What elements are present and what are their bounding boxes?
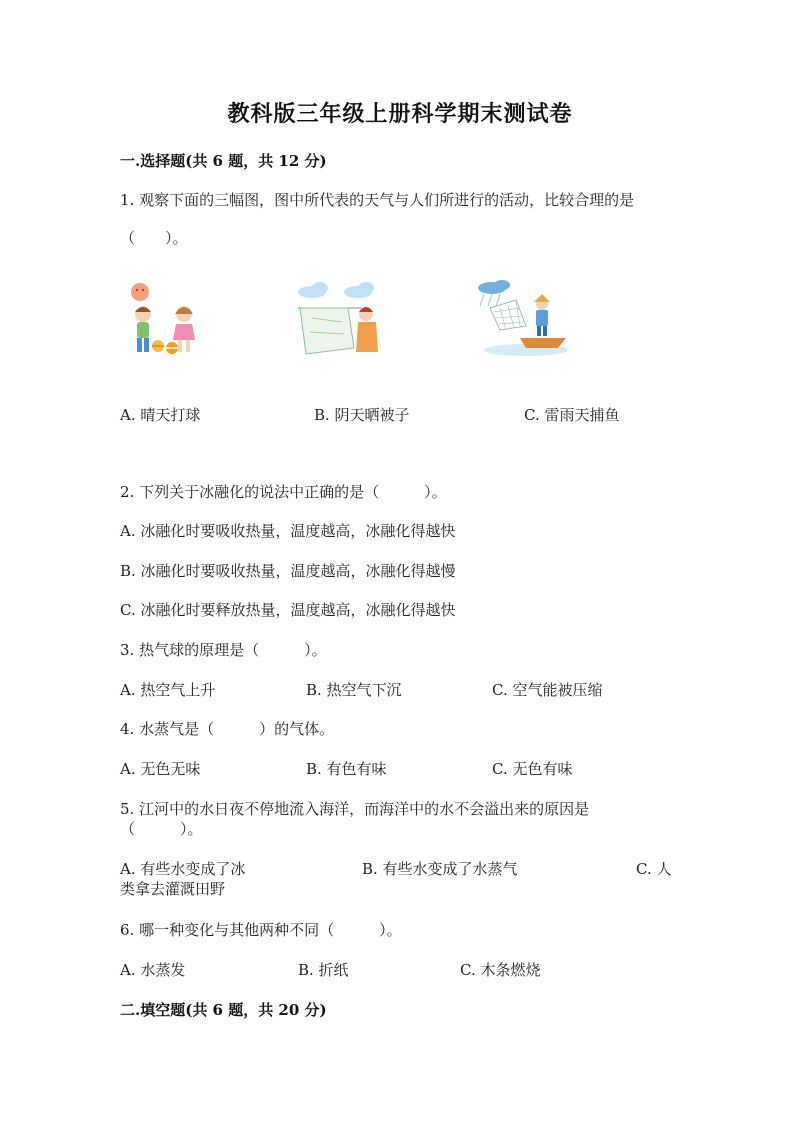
question-6-option-c: C. 木条燃烧 xyxy=(460,961,541,979)
question-5-option-c-wrap: 类拿去灌溉田野 xyxy=(120,880,226,898)
question-6-option-b: B. 折纸 xyxy=(298,961,349,979)
question-6-option-a: A. 水蒸发 xyxy=(120,961,186,979)
question-3-option-c: C. 空气能被压缩 xyxy=(492,681,603,699)
question-2-option-a: A. 冰融化时要吸收热量，温度越高，冰融化得越快 xyxy=(120,522,456,540)
rainy-fishing-illustration xyxy=(470,278,570,362)
question-4-stem: 4. 水蒸气是（ ）的气体。 xyxy=(120,720,335,738)
question-1-option-b: B. 阴天晒被子 xyxy=(314,406,410,424)
question-2-stem: 2. 下列关于冰融化的说法中正确的是（ ）。 xyxy=(120,483,447,501)
question-5-stem: 5. 江河中的水日夜不停地流入海洋，而海洋中的水不会溢出来的原因是 xyxy=(120,800,590,818)
sunny-ball-illustration xyxy=(118,278,208,362)
question-4-option-a: A. 无色无味 xyxy=(120,760,201,778)
question-6-stem: 6. 哪一种变化与其他两种不同（ ）。 xyxy=(120,921,402,939)
question-3-option-b: B. 热空气下沉 xyxy=(306,681,402,699)
question-5-option-c: C. 人 xyxy=(636,860,672,878)
page-title: 教科版三年级上册科学期末测试卷 xyxy=(227,101,573,127)
question-1-option-a: A. 晴天打球 xyxy=(120,406,201,424)
question-4-option-c: C. 无色有味 xyxy=(492,760,573,778)
question-3-stem: 3. 热气球的原理是（ ）。 xyxy=(120,641,327,659)
question-5-option-b: B. 有些水变成了水蒸气 xyxy=(362,860,518,878)
question-2-option-b: B. 冰融化时要吸收热量，温度越高，冰融化得越慢 xyxy=(120,562,456,580)
question-2-option-c: C. 冰融化时要释放热量，温度越高，冰融化得越快 xyxy=(120,601,456,619)
section-heading-fill: 二.填空题(共 6 题，共 20 分) xyxy=(120,1001,327,1019)
question-5-option-a: A. 有些水变成了冰 xyxy=(120,860,246,878)
question-5-blank: （ ）。 xyxy=(120,820,203,838)
question-1-blank: （ ）。 xyxy=(120,229,188,247)
question-4-option-b: B. 有色有味 xyxy=(306,760,387,778)
question-3-option-a: A. 热空气上升 xyxy=(120,681,216,699)
section-heading-choice: 一.选择题(共 6 题，共 12 分) xyxy=(120,152,327,170)
cloudy-quilt-illustration xyxy=(292,278,388,362)
question-1-stem: 1. 观察下面的三幅图，图中所代表的天气与人们所进行的活动，比较合理的是 xyxy=(120,191,635,209)
question-1-option-c: C. 雷雨天捕鱼 xyxy=(524,406,620,424)
